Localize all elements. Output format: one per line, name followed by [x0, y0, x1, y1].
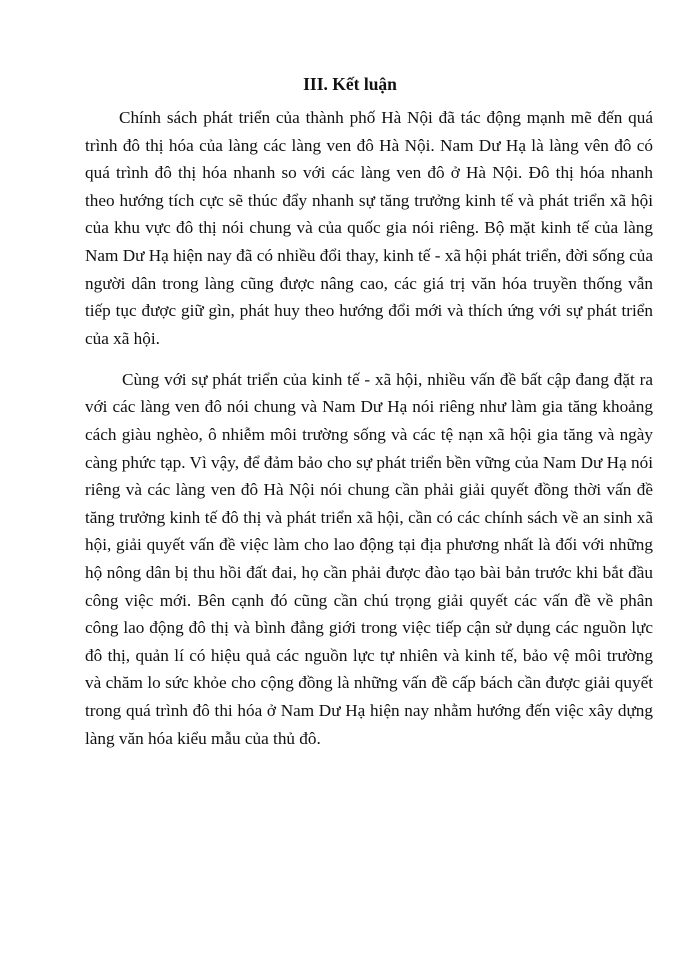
section-heading: III. Kết luận	[303, 74, 397, 94]
body-text	[85, 104, 653, 752]
paragraph-2: Cùng với sự phát triển của kinh tế - xã hội, nhiều vấn đề bất cập đang đặt ra với các làng ven đô nói chung và Nam Dư Hạ nói riêng như làm gia tăng khoảng cách giàu nghèo, ô nhiễm môi trường sống và các tệ nạn xã hội gia tăng và ngày càng phức tạp. Vì vậy, để đảm bảo cho sự phát triển bền vững của Nam Dư Hạ nói riêng và các làng ven đô Hà Nội nói chung cần phải giải quyết đồng thời vấn đề tăng trưởng kinh tế đô thị và phát triển xã hội, cần có các chính sách về an sinh xã hội, giải quyết vấn đề việc làm cho lao động tại địa phương nhất là đối với những hộ nông dân bị thu hồi đất đai, họ cần phải được đào tạo bài bản trước khi bắt đầu công việc mới. Bên cạnh đó cũng cần chú trọng giải quyết các vấn đề về phân công lao động đô thị và bình đẳng giới trong việc tiếp cận sử dụng các nguồn lực đô thị, quản lí có hiệu quả các nguồn lực tự nhiên và kinh tế, bảo vệ môi trường và chăm lo sức khỏe cho cộng đồng là những vấn đề cấp bách cần được giải quyết trong quá trình đô thi hóa ở Nam Dư Hạ hiện nay nhằm hướng đến việc xây dựng làng văn hóa kiểu mẫu của thủ đô.	[85, 369, 653, 748]
paragraph-1: Chính sách phát triển của thành phố Hà Nội đã tác động mạnh mẽ đến quá trình đô thị hóa của làng các làng ven đô Hà Nội. Nam Dư Hạ là làng vên đô có quá trình đô thị hóa nhanh so với các làng ven đô ở Hà Nội. Đô thị hóa nhanh theo hướng tích cực sẽ thúc đẩy nhanh sự tăng trưởng kinh tế và phát triển xã hội của khu vực đô thị nói chung và của quốc gia nói riêng. Bộ mặt kinh tế của làng Nam Dư Hạ hiện nay đã có nhiều đổi thay, kinh tế - xã hội phát triển, đời sống của người dân trong làng cũng được nâng cao, các giá trị văn hóa truyền thống vẫn tiếp tục được giữ gìn, phát huy theo hướng đổi mới và thích ứng với sự phát triển của xã hội.	[85, 108, 653, 348]
